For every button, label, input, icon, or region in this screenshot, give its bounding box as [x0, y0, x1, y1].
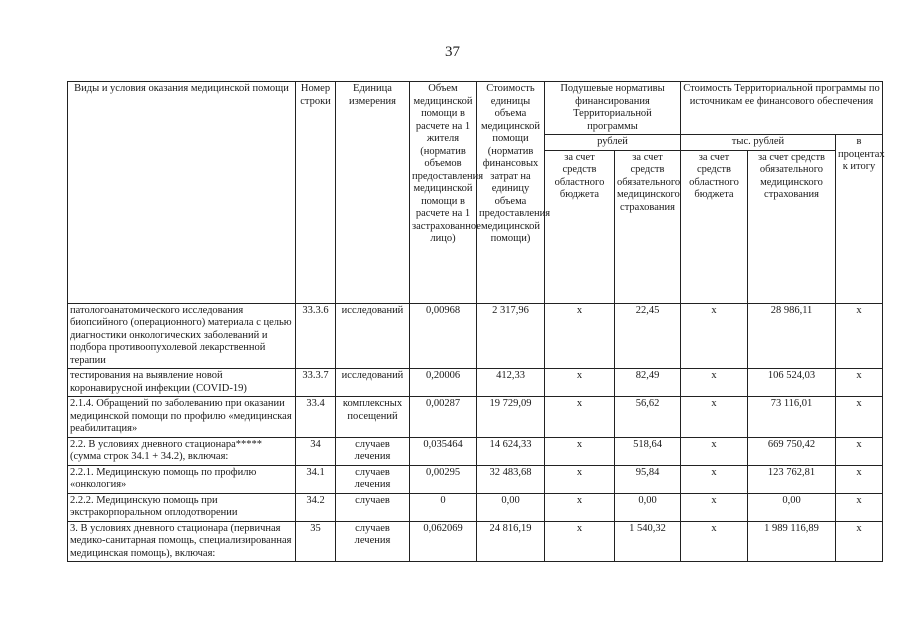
header-unit-cost: Стоимость единицы объема медицинской помощи (норматив финансовых затрат на единицу объема предоставления медицинской помощи) — [477, 82, 545, 304]
header-name: Виды и условия оказания медицинской помощи — [68, 82, 296, 304]
row-name: 2.1.4. Обращений по заболеванию при оказании медицинской помощи по профилю «медицинская реабилитация» — [68, 397, 296, 438]
row-pc-oms: 1 540,32 — [615, 521, 681, 562]
header-row-number: Номер строки — [296, 82, 336, 304]
row-unit: случаев — [336, 493, 410, 521]
row-volume: 0,00968 — [410, 303, 477, 369]
row-total-oms: 106 524,03 — [748, 369, 836, 397]
row-pc-budget: х — [545, 465, 615, 493]
header-pc-budget: за счет средств областного бюджета — [545, 150, 615, 303]
row-pc-oms: 22,45 — [615, 303, 681, 369]
row-number: 34 — [296, 437, 336, 465]
row-cost: 32 483,68 — [477, 465, 545, 493]
row-volume: 0,062069 — [410, 521, 477, 562]
header-percent: в процентах к итогу — [836, 135, 883, 304]
row-total-budget: х — [681, 493, 748, 521]
row-total-budget: х — [681, 521, 748, 562]
row-pc-oms: 56,62 — [615, 397, 681, 438]
row-percent: х — [836, 437, 883, 465]
row-pc-budget: х — [545, 493, 615, 521]
row-total-oms: 669 750,42 — [748, 437, 836, 465]
row-name: 2.2.1. Медицинскую помощь по профилю «онкология» — [68, 465, 296, 493]
row-pc-budget: х — [545, 521, 615, 562]
row-total-oms: 0,00 — [748, 493, 836, 521]
header-volume: Объем медицинской помощи в расчете на 1 жителя (норматив объемов предоставления медицинской помощи в расчете на 1 застрахованное лицо) — [410, 82, 477, 304]
row-cost: 0,00 — [477, 493, 545, 521]
row-volume: 0,035464 — [410, 437, 477, 465]
row-unit: комплексных посещений — [336, 397, 410, 438]
row-pc-oms: 82,49 — [615, 369, 681, 397]
row-number: 34.1 — [296, 465, 336, 493]
row-total-oms: 1 989 116,89 — [748, 521, 836, 562]
header-total-cost: Стоимость Территориальной программы по источникам ее финансового обеспечения — [681, 82, 883, 135]
header-per-capita-unit: рублей — [545, 135, 681, 151]
row-cost: 2 317,96 — [477, 303, 545, 369]
row-unit: исследований — [336, 369, 410, 397]
row-pc-oms: 95,84 — [615, 465, 681, 493]
table-row — [68, 465, 883, 493]
header-total-oms: за счет средств обязательного медицинского страхования — [748, 150, 836, 303]
row-volume: 0,00287 — [410, 397, 477, 438]
row-total-budget: х — [681, 465, 748, 493]
row-percent: х — [836, 397, 883, 438]
row-percent: х — [836, 493, 883, 521]
page-number: 37 — [445, 44, 460, 60]
row-cost: 412,33 — [477, 369, 545, 397]
row-cost: 19 729,09 — [477, 397, 545, 438]
row-volume: 0 — [410, 493, 477, 521]
row-number: 34.2 — [296, 493, 336, 521]
header-total-cost-unit: тыс. рублей — [681, 135, 836, 151]
row-name: тестирования на выявление новой коронавирусной инфекции (COVID-19) — [68, 369, 296, 397]
row-number: 35 — [296, 521, 336, 562]
row-pc-budget: х — [545, 397, 615, 438]
row-unit: случаев лечения — [336, 465, 410, 493]
row-percent: х — [836, 521, 883, 562]
row-name: 3. В условиях дневного стационара (первичная медико-санитарная помощь, специализированная медицинская помощь), включая: — [68, 521, 296, 562]
row-pc-oms: 0,00 — [615, 493, 681, 521]
header-pc-oms: за счет средств обязательного медицинского страхования — [615, 150, 681, 303]
header-total-budget: за счет средств областного бюджета — [681, 150, 748, 303]
row-total-oms: 123 762,81 — [748, 465, 836, 493]
row-pc-budget: х — [545, 369, 615, 397]
row-total-budget: х — [681, 369, 748, 397]
row-total-oms: 28 986,11 — [748, 303, 836, 369]
financing-table — [67, 81, 883, 562]
row-pc-budget: х — [545, 303, 615, 369]
row-unit: случаев лечения — [336, 521, 410, 562]
row-name: 2.2. В условиях дневного стационара***** (сумма строк 34.1 + 34.2), включая: — [68, 437, 296, 465]
table-row — [68, 521, 883, 562]
row-pc-oms: 518,64 — [615, 437, 681, 465]
row-total-budget: х — [681, 437, 748, 465]
row-cost: 14 624,33 — [477, 437, 545, 465]
row-name: патологоанатомического исследования биопсийного (операционного) материала с целью диагностики онкологических заболеваний и подбора противоопухолевой лекарственной терапии — [68, 303, 296, 369]
row-cost: 24 816,19 — [477, 521, 545, 562]
header-per-capita: Подушевые нормативы финансирования Территориальной программы — [545, 82, 681, 135]
table-row — [68, 493, 883, 521]
row-total-budget: х — [681, 397, 748, 438]
row-number: 33.3.7 — [296, 369, 336, 397]
header-unit: Единица измерения — [336, 82, 410, 304]
row-pc-budget: х — [545, 437, 615, 465]
row-volume: 0,20006 — [410, 369, 477, 397]
table-row — [68, 437, 883, 465]
row-volume: 0,00295 — [410, 465, 477, 493]
row-total-oms: 73 116,01 — [748, 397, 836, 438]
row-unit: исследований — [336, 303, 410, 369]
row-number: 33.3.6 — [296, 303, 336, 369]
row-total-budget: х — [681, 303, 748, 369]
row-percent: х — [836, 369, 883, 397]
table-row — [68, 303, 883, 369]
row-number: 33.4 — [296, 397, 336, 438]
table-row — [68, 397, 883, 438]
row-unit: случаев лечения — [336, 437, 410, 465]
row-percent: х — [836, 303, 883, 369]
row-name: 2.2.2. Медицинскую помощь при экстракорпоральном оплодотворении — [68, 493, 296, 521]
table-row — [68, 369, 883, 397]
row-percent: х — [836, 465, 883, 493]
